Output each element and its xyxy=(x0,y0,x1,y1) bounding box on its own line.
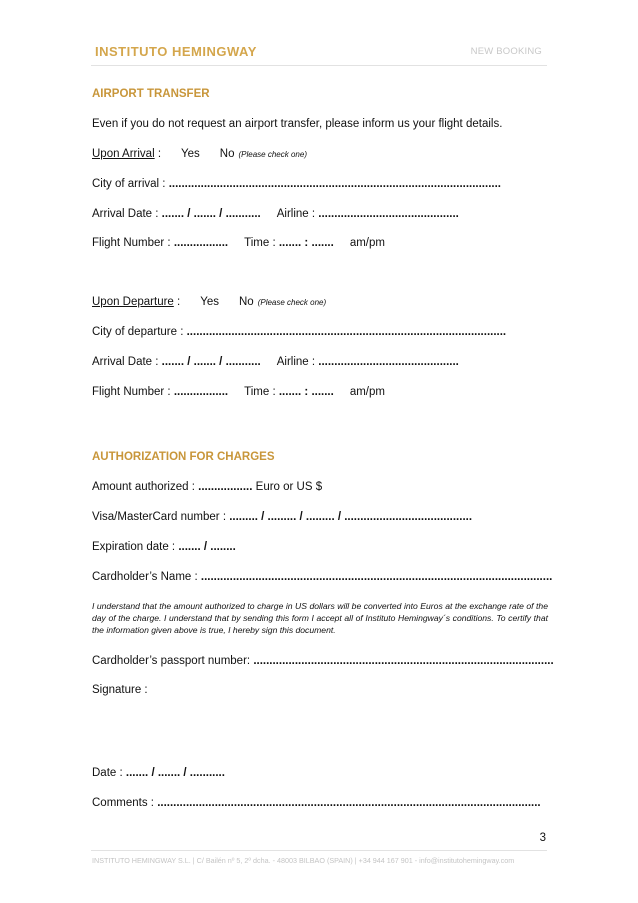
arrival-date-row xyxy=(92,208,459,220)
arrival-flight-blank[interactable]: ................. xyxy=(173,237,229,249)
departure-time-label: Time : xyxy=(244,386,279,398)
amount-blank[interactable]: ................. xyxy=(198,481,253,493)
expiration-label: Expiration date : xyxy=(92,541,179,553)
arrival-flight-row xyxy=(92,237,385,249)
section-title-charges: AUTHORIZATION FOR CHARGES xyxy=(92,451,275,463)
departure-label: Upon Departure xyxy=(92,296,174,308)
footer-divider xyxy=(91,850,547,851)
departure-flight-label: Flight Number : xyxy=(92,386,174,398)
departure-choice-row xyxy=(92,296,326,308)
passport-row xyxy=(92,655,554,667)
amount-currency: Euro or US $ xyxy=(252,481,323,493)
sign-date-blank[interactable]: ....... / ....... / ........... xyxy=(125,767,225,779)
departure-city-blank[interactable]: .................................................................................................... xyxy=(186,326,507,338)
signature-label: Signature : xyxy=(92,684,148,696)
passport-label: Cardholder’s passport number: xyxy=(92,655,254,667)
section-title-airport: AIRPORT TRANSFER xyxy=(92,88,210,100)
amount-row xyxy=(92,481,322,493)
arrival-flight-label: Flight Number : xyxy=(92,237,174,249)
header-divider xyxy=(91,65,547,66)
arrival-city-label: City of arrival : xyxy=(92,178,169,190)
departure-time-blank[interactable]: ....... : ....... xyxy=(278,386,334,398)
authorization-disclaimer: I understand that the amount authorized to charge in US dollars will be converted into Euros at the exchange rate of the day of the charge. I understand that by sending this form I accept all of Instituto Hemingway´s conditions. To certify that the information given above is true, I hereby sign this document. xyxy=(92,601,548,635)
departure-ampm: am/pm xyxy=(349,386,385,398)
arrival-yes-option[interactable]: Yes xyxy=(181,148,200,160)
arrival-label: Upon Arrival xyxy=(92,148,155,160)
departure-yes-option[interactable]: Yes xyxy=(200,296,219,308)
footer-contact: INSTITUTO HEMINGWAY S.L. | C/ Bailén nº 5, 2º dcha. - 48003 BILBAO (SPAIN) | +34 944 167 901 - info@institutohemingway.com xyxy=(92,856,515,865)
sign-date-label: Date : xyxy=(92,767,126,779)
airport-intro: Even if you do not request an airport transfer, please inform us your flight details. xyxy=(92,118,503,130)
departure-airline-label: Airline : xyxy=(276,356,319,368)
cardholder-name-blank[interactable]: .............................................................................................................. xyxy=(200,571,553,583)
comments-row xyxy=(92,797,541,809)
departure-colon: : xyxy=(173,296,181,308)
departure-date-label: Arrival Date : xyxy=(92,356,162,368)
departure-flight-row xyxy=(92,386,385,398)
arrival-no-option[interactable]: No xyxy=(219,148,235,160)
arrival-time-label: Time : xyxy=(244,237,279,249)
departure-airline-blank[interactable]: ............................................ xyxy=(318,356,459,368)
departure-city-field[interactable] xyxy=(92,326,506,338)
arrival-airline-blank[interactable]: ............................................ xyxy=(318,208,459,220)
departure-no-option[interactable]: No xyxy=(238,296,254,308)
amount-label: Amount authorized : xyxy=(92,481,199,493)
arrival-airline-label: Airline : xyxy=(276,208,319,220)
card-number-row xyxy=(92,511,472,523)
expiration-blank[interactable]: ....... / ........ xyxy=(178,541,236,553)
arrival-date-label: Arrival Date : xyxy=(92,208,162,220)
arrival-colon: : xyxy=(154,148,162,160)
cardholder-name-label: Cardholder’s Name : xyxy=(92,571,201,583)
comments-label: Comments : xyxy=(92,797,158,809)
departure-date-row xyxy=(92,356,459,368)
arrival-check-note: (Please check one) xyxy=(238,150,307,159)
card-number-label: Visa/MasterCard number : xyxy=(92,511,230,523)
page-number: 3 xyxy=(539,832,546,844)
departure-flight-blank[interactable]: ................. xyxy=(173,386,229,398)
brand-name: INSTITUTO HEMINGWAY xyxy=(95,44,257,59)
arrival-ampm: am/pm xyxy=(349,237,385,249)
expiration-row xyxy=(92,541,236,553)
arrival-date-blank[interactable]: ....... / ....... / ........... xyxy=(161,208,261,220)
card-number-blank[interactable]: ......... / ......... / ......... / ........................................ xyxy=(229,511,473,523)
cardholder-name-row xyxy=(92,571,552,583)
arrival-city-field[interactable] xyxy=(92,178,501,190)
departure-date-blank[interactable]: ....... / ....... / ........... xyxy=(161,356,261,368)
departure-check-note: (Please check one) xyxy=(257,298,327,307)
departure-city-label: City of departure : xyxy=(92,326,187,338)
comments-blank[interactable]: ........................................................................................................................ xyxy=(157,797,541,809)
sign-date-row xyxy=(92,767,225,779)
arrival-choice-row xyxy=(92,148,307,160)
arrival-time-blank[interactable]: ....... : ....... xyxy=(278,237,334,249)
arrival-city-blank[interactable]: ........................................................................................................ xyxy=(168,178,501,190)
header-label: NEW BOOKING xyxy=(470,46,542,57)
passport-blank[interactable]: .............................................................................................. xyxy=(253,655,554,667)
